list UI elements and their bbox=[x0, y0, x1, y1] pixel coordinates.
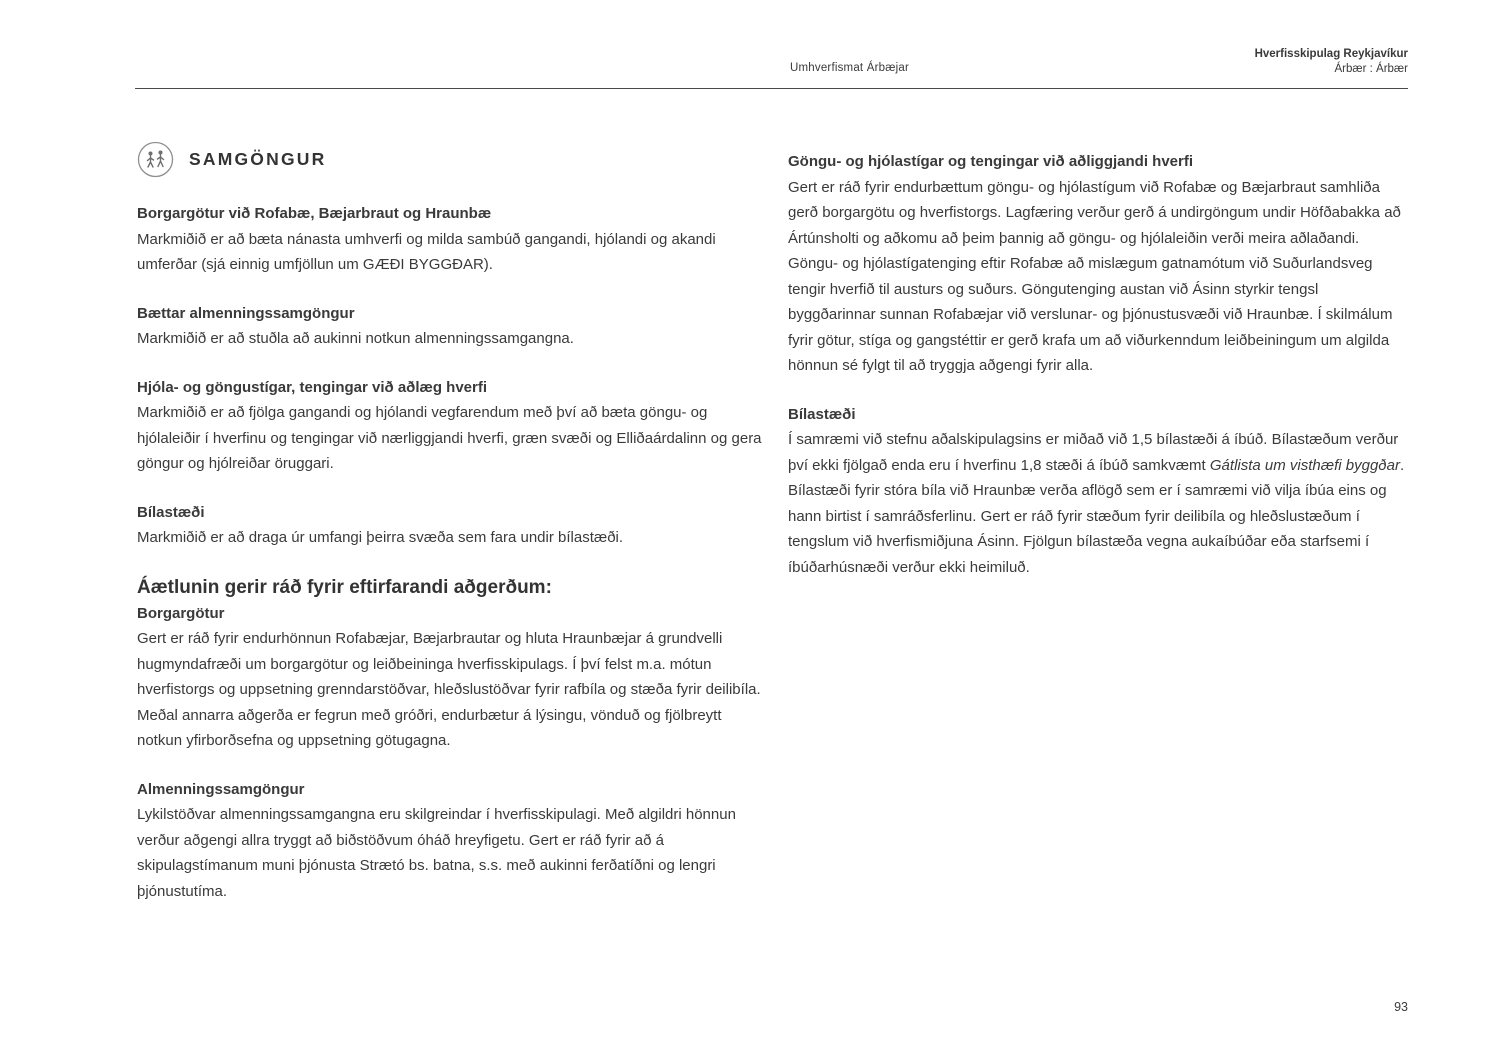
action-body: Lykilstöðvar almenningssamgangna eru skilgreindar í hverfisskipulagi. Með algildri hönnun verður aðgengi allra tryggt að biðstöðvum óháð hreyfigetu. Gert er ráð fyrir að á skipulagstímanum muni þjónusta Strætó bs. batna, s.s. með aukinni ferðatíðni og lengri þjónustutíma. bbox=[137, 806, 736, 900]
left-column bbox=[137, 201, 764, 927]
action-block bbox=[137, 777, 764, 905]
action-heading: Borgargötur bbox=[137, 604, 225, 622]
right-body: Gert er ráð fyrir endurbættum göngu- og hjólastígum við Rofabæ og Bæjarbraut samhliða gerð borgargötu og hverfistorgs. Lagfæring verður gerð á undirgöngum undir Höfðabakka að Ártúnsholti og aðkomu að þeim þannig að göngu- og hjólaleiðin verði meira aðlaðandi. Göngu- og hjólastígatenging eftir Rofabæ að mislægum gatnamótum við Suðurlandsveg tengir hverfið til austurs og suðurs. Göngutenging austan við Ásinn styrkir tengsl byggðarinnar sunnan Rofabæjar við verslunar- og þjónustusvæði við Hraunbæ. Í skilmálum fyrir götur, stíga og gangstéttir er gerð krafa um að viðurkenndum leiðbeiningum um algilda hönnun sé fylgt til að tryggja aðgengi fyrir alla. bbox=[788, 178, 1401, 374]
body-text-italic: Gátlista um visthæfi byggðar bbox=[1209, 456, 1400, 474]
goal-body: Markmiðið er að draga úr umfangi þeirra svæða sem fara undir bílastæði. bbox=[137, 529, 624, 546]
goal-heading: Hjóla- og göngustígar, tengingar við aðlæg hverfi bbox=[137, 378, 488, 396]
right-heading: Göngu- og hjólastígar og tengingar við aðliggjandi hverfi bbox=[788, 153, 1194, 170]
goal-heading: Borgargötur við Rofabæ, Bæjarbraut og Hraunbæ bbox=[137, 205, 492, 222]
goal-body: Markmiðið er að fjölga gangandi og hjólandi vegfarendum með því að bæta göngu- og hjólaleiðir í hverfinu og tengingar við nærliggjandi hverfi, græn svæði og Elliðaárdalinn og gera göngur og hjólreiðar öruggari. bbox=[137, 404, 762, 472]
body-text: . Bílastæði fyrir stóra bíla við Hraunbæ verða aflögð sem er í samræmi við vilja íbúa eins og hann birtist í samráðsferlinu. Gert er ráð fyrir stæðum fyrir deilibíla og hleðslustæðum í tengslum við hverfismiðjuna Ásinn. Fjölgun bílastæða vegna aukaíbúðar eða starfsemi í íbúðarhúsnæði verður ekki heimiluð. bbox=[788, 456, 1405, 576]
header-title: Hverfisskipulag Reykjavíkur bbox=[1254, 48, 1408, 60]
header-doc-label: Umhverfismat Árbæjar bbox=[790, 62, 910, 74]
header-subtitle: Árbær : Árbær bbox=[1334, 63, 1408, 75]
goal-heading: Bættar almenningssamgöngur bbox=[137, 304, 355, 322]
section-title: SAMGÖNGUR bbox=[189, 149, 327, 169]
right-column bbox=[788, 149, 1409, 603]
header-right bbox=[1255, 47, 1408, 77]
right-block-bilastaedi bbox=[788, 402, 1409, 581]
action-body: Gert er ráð fyrir endurhönnun Rofabæjar, Bæjarbrautar og hluta Hraunbæjar á grundvelli hugmyndafræði um borgargötur og leiðbeininga hverfisskipulags. Í því felst m.a. mótun hverfistorgs og uppsetning grenndarstöðvar, hleðslustöðvar fyrir rafbíla og stæða fyrir deilibíla. Meðal annarra aðgerða er fegrun með gróðri, endurbætur á lýsingu, vönduð og fjölbreytt notkun yfirborðsefna og uppsetning götugagna. bbox=[137, 630, 761, 749]
page-number: 93 bbox=[1394, 1000, 1408, 1014]
goal-block bbox=[137, 500, 764, 551]
section-header bbox=[137, 141, 326, 178]
body-text: Í samræmi við stefnu aðalskipulagsins er miðað við 1,5 bílastæði á íbúð. Bílastæðum verður því ekki fjölgað enda eru í hverfinu 1,8 stæði á íbúð samkvæmt bbox=[788, 431, 1399, 474]
right-heading: Bílastæði bbox=[788, 405, 856, 423]
goal-block bbox=[137, 375, 764, 477]
goal-body: Markmiðið er að bæta nánasta umhverfi og milda sambúð gangandi, hjólandi og akandi umferðar (sjá einnig umfjöllun um GÆÐI BYGGÐAR). bbox=[137, 230, 716, 273]
goal-block bbox=[137, 201, 764, 278]
action-heading: Almenningssamgöngur bbox=[137, 780, 305, 798]
right-body bbox=[788, 427, 1409, 580]
right-block-stigar bbox=[788, 149, 1409, 379]
goal-body: Markmiðið er að stuðla að aukinni notkun almenningssamgangna. bbox=[137, 330, 574, 347]
header-rule bbox=[135, 88, 1408, 89]
goal-heading: Bílastæði bbox=[137, 503, 205, 521]
goal-block bbox=[137, 301, 764, 352]
action-block bbox=[137, 601, 764, 754]
actions-heading: Áætlunin gerir ráð fyrir eftirfarandi aðgerðum: bbox=[137, 576, 552, 598]
transport-pictogram-icon bbox=[137, 141, 174, 178]
